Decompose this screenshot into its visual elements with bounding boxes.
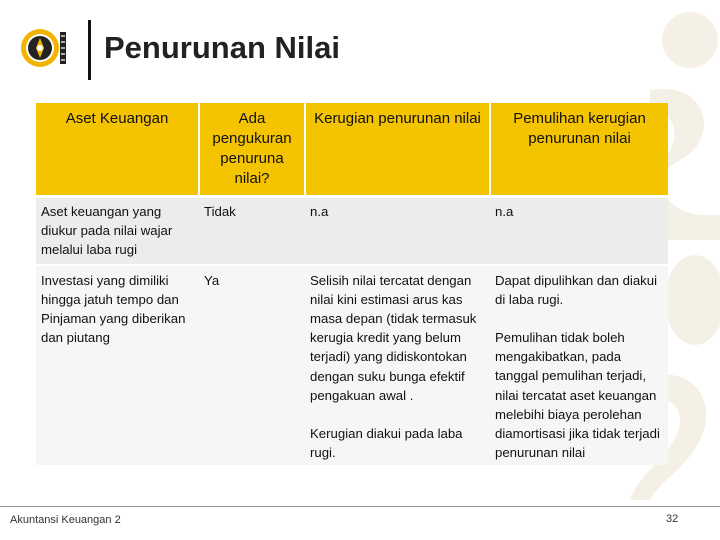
header-measurement: Ada pengukuran penuruna nilai? [199, 103, 305, 197]
cell-recovery-text-1: Dapat dipulihkan dan diakui di laba rugi. [495, 272, 658, 307]
university-logo [14, 22, 76, 74]
cell-recovery-text-2: Pemulihan tidak boleh mengakibatkan, pada tanggal pemulihan terjadi, nilai tercatat aset keuangan melebihi biaya perolehan diamortisasi jika tidak terjadi penurunan nilai [495, 330, 660, 461]
cell-measurement: Tidak [199, 197, 305, 265]
table-row [36, 197, 668, 265]
cell-recovery [490, 265, 668, 466]
header-loss: Kerugian penurunan nilai [305, 103, 490, 197]
slide-title: Penurunan Nilai [104, 30, 340, 65]
cell-loss-text-2: Kerugian diakui pada laba rugi. [310, 426, 463, 461]
table-row [36, 265, 668, 466]
page-number: 32 [666, 513, 679, 525]
header-recovery: Pemulihan kerugian penurunan nilai [490, 103, 668, 197]
footer-course-name: Akuntansi Keuangan 2 [10, 514, 121, 526]
cell-loss: n.a [305, 197, 490, 265]
table-header-row [36, 103, 668, 197]
footer-divider [0, 506, 720, 507]
cell-asset-line-1: Investasi yang dimiliki hingga jatuh tempo dan [41, 272, 179, 307]
impairment-table [36, 103, 668, 465]
cell-measurement: Ya [199, 265, 305, 466]
cell-asset [36, 265, 199, 466]
cell-loss [305, 265, 490, 466]
cell-asset: Aset keuangan yang diukur pada nilai wajar melalui laba rugi [36, 197, 199, 265]
cell-loss-text-1: Selisih nilai tercatat dengan nilai kini estimasi arus kas masa depan (tidak termasuk kerugia kredit yang belum terjadi) yang didiskontokan dengan suku bunga efektif pengakuan awal . [310, 272, 477, 403]
title-divider [88, 20, 91, 80]
header-asset: Aset Keuangan [36, 103, 199, 197]
cell-asset-line-2: Pinjaman yang diberikan dan piutang [41, 311, 186, 346]
cell-recovery: n.a [490, 197, 668, 265]
